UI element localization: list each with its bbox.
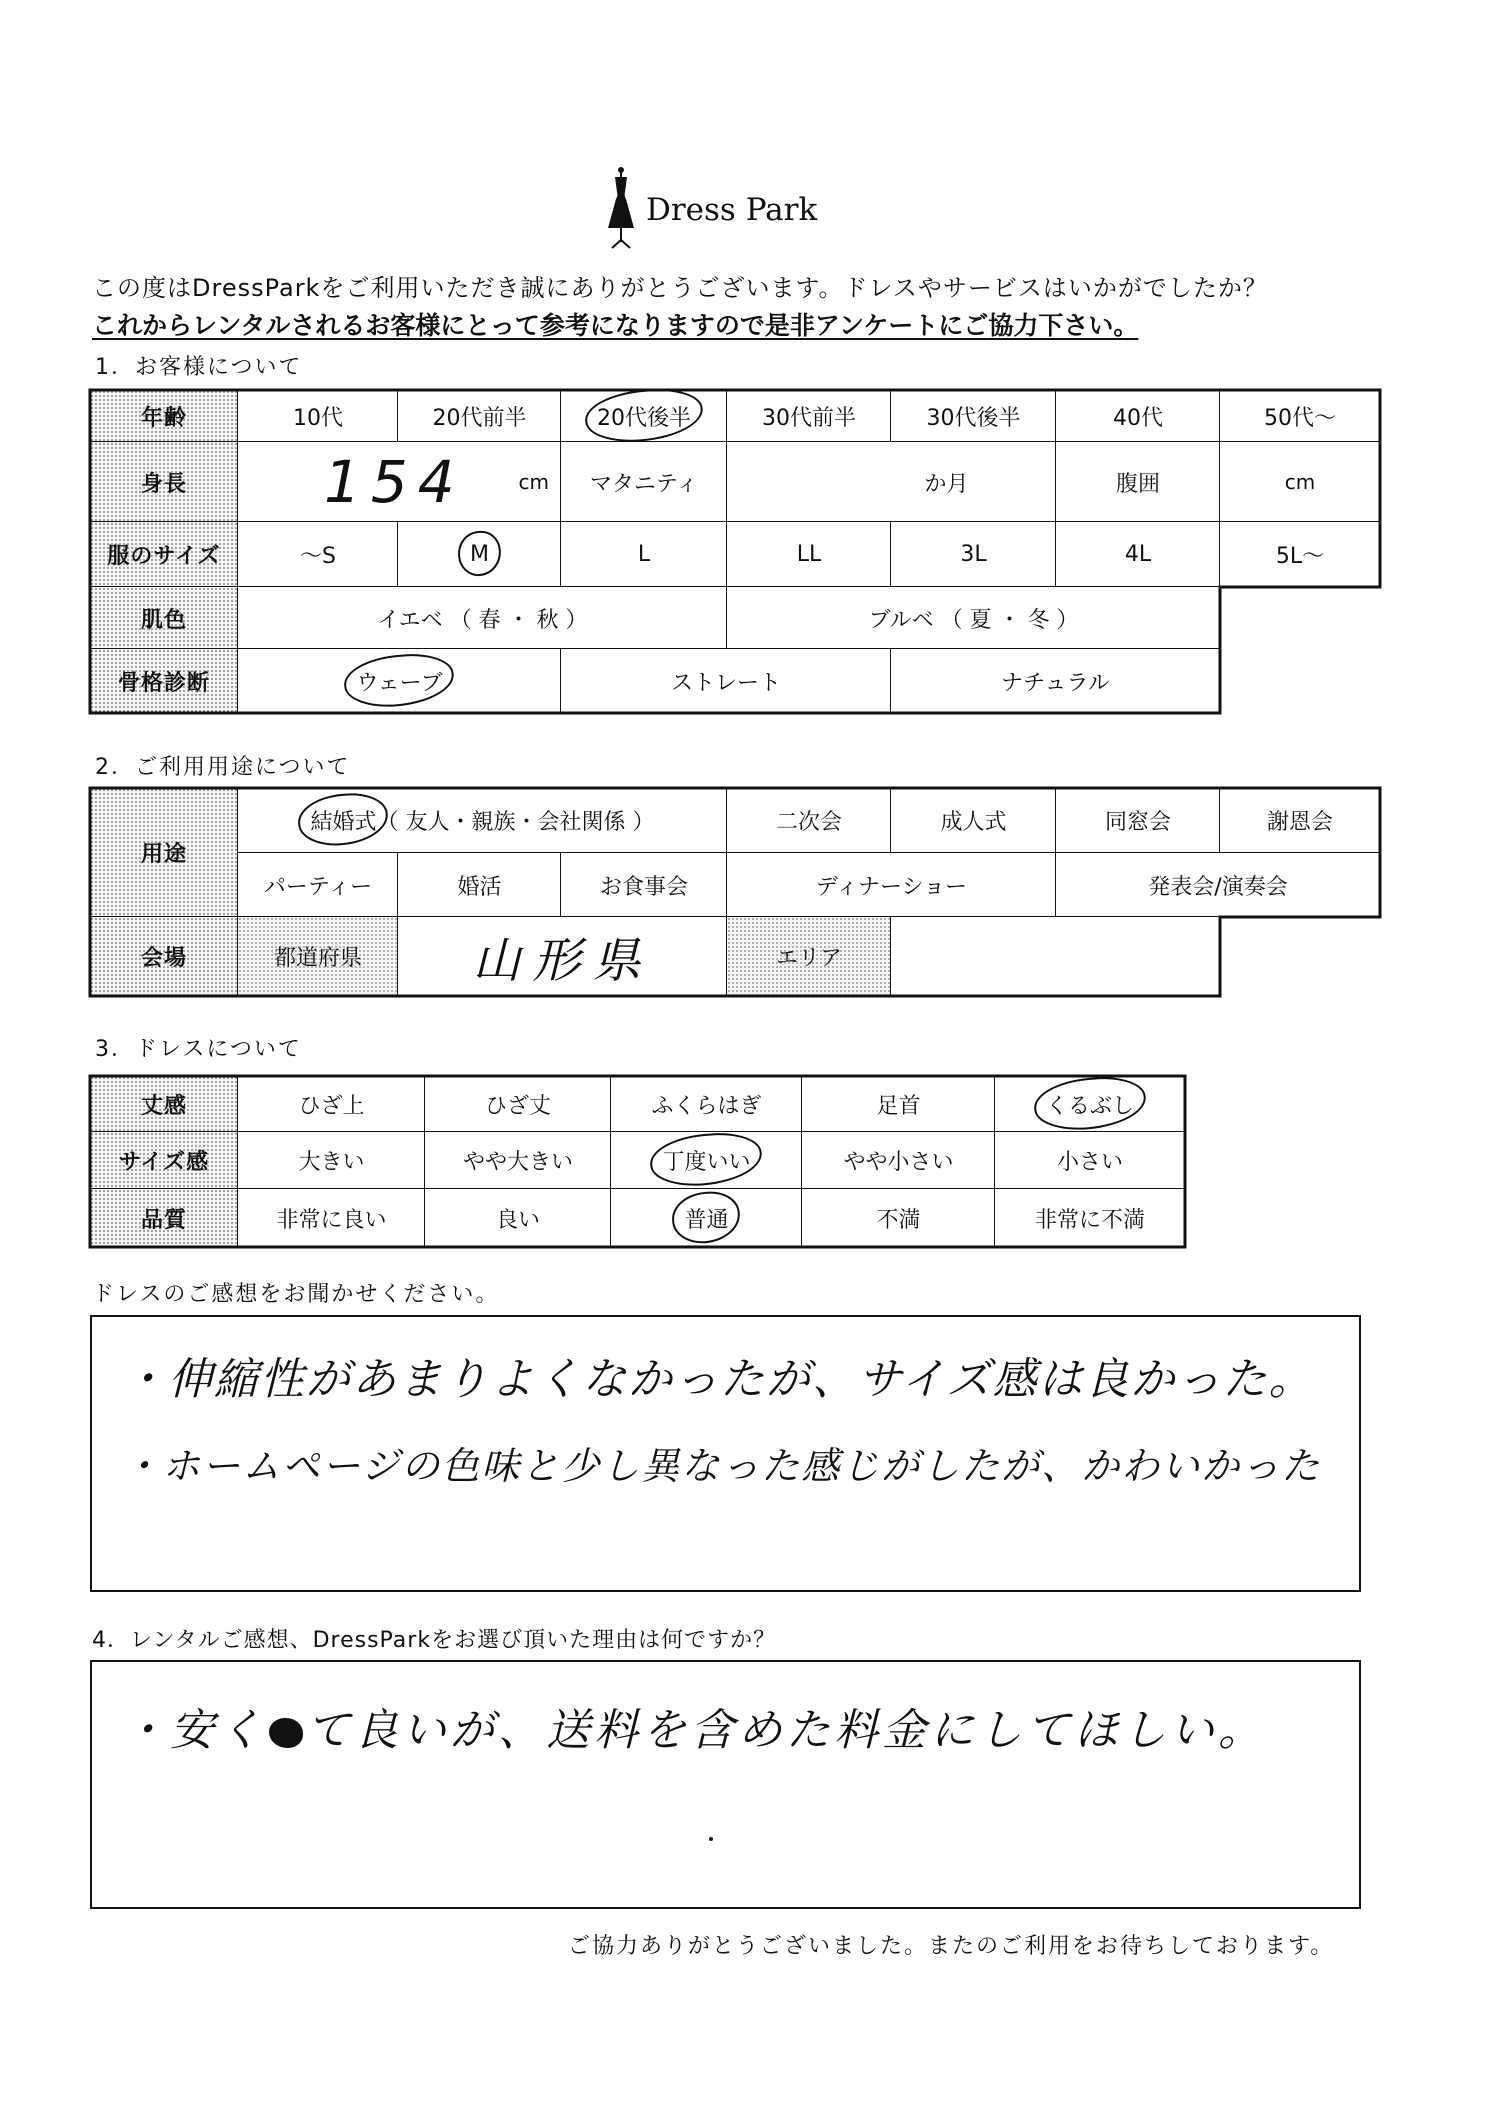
body-type-option-cell <box>561 649 891 713</box>
body-type-option: ナチュラル <box>1001 670 1110 696</box>
purpose-option: 謝恩会 <box>1266 810 1333 835</box>
fit-option-cell <box>995 1132 1185 1189</box>
intro-text: この度はDressParkをご利用いただき誠にありがとうございます。ドレスやサービスはいかがでしたか？ <box>92 274 1268 302</box>
logo-text: Dress Park <box>646 192 818 228</box>
dress-comment-box <box>90 1315 1361 1592</box>
length-option: くるぶし <box>1046 1089 1134 1120</box>
purpose-option-cell <box>1220 788 1380 853</box>
fit-option: やや大きい <box>462 1150 573 1175</box>
purpose-option-cell <box>398 853 561 917</box>
body-type-label: 骨格診断 <box>90 649 238 713</box>
dress-rating-table <box>90 1076 1185 1247</box>
purpose-option: 婚活 <box>457 874 502 900</box>
dress-comment-prompt: ドレスのご感想をお聞かせください。 <box>92 1282 500 1307</box>
length-option: ひざ上 <box>298 1093 365 1119</box>
quality-option-cell <box>238 1189 425 1247</box>
age-option: 30代後半 <box>926 405 1021 431</box>
rental-comment-box <box>90 1660 1361 1909</box>
wedding-detail: （ 友人・親族・会社関係 ） <box>376 810 655 835</box>
area-value <box>891 917 1220 996</box>
purpose-option-cell <box>1056 853 1380 917</box>
fit-label: サイズ感 <box>90 1132 238 1189</box>
waist-unit: cm <box>1220 442 1380 522</box>
size-option: LL <box>796 542 822 567</box>
body-type-option-cell <box>238 649 561 713</box>
skin-tone-option: ブルベ （ 夏 ・ 冬 ） <box>868 607 1079 633</box>
purpose-option-cell <box>727 788 891 853</box>
footer-thanks: ご協力ありがとうございました。またのご利用をお待ちしております。 <box>568 1934 1335 1959</box>
size-option: 4L <box>1124 542 1152 567</box>
wedding-option-cell <box>238 788 727 853</box>
age-option-cell <box>1220 390 1380 442</box>
size-option: ～S <box>300 544 336 569</box>
length-option-cell <box>611 1076 802 1132</box>
section2-title: 2．ご利用用途について <box>95 755 351 780</box>
length-option: ふくらはぎ <box>651 1093 762 1119</box>
quality-option-cell <box>995 1189 1185 1247</box>
quality-option-cell <box>611 1189 802 1247</box>
scribble-mark <box>269 1718 303 1748</box>
size-option: 3L <box>960 542 987 567</box>
size-option-cell <box>1056 522 1220 587</box>
age-option-cell <box>561 390 727 442</box>
age-option: 40代 <box>1113 405 1163 431</box>
age-label: 年齢 <box>90 390 238 442</box>
fit-option: やや小さい <box>843 1150 954 1175</box>
purpose-option: 同窓会 <box>1104 810 1171 835</box>
fit-option-cell <box>611 1132 802 1189</box>
skin-tone-option-cell <box>238 587 727 649</box>
size-option: M <box>470 542 489 567</box>
quality-option: 良い <box>495 1207 540 1233</box>
age-option-cell <box>398 390 561 442</box>
quality-option-cell <box>802 1189 995 1247</box>
age-option-cell <box>238 390 398 442</box>
purpose-option-cell <box>891 788 1056 853</box>
wedding-option: 結婚式 <box>310 805 376 836</box>
size-label: 服のサイズ <box>90 522 238 587</box>
fit-option: 小さい <box>1056 1150 1123 1175</box>
age-option: 30代前半 <box>762 405 856 431</box>
purpose-option: 二次会 <box>775 810 842 835</box>
height-label: 身長 <box>90 442 238 522</box>
section3-title: 3．ドレスについて <box>95 1037 302 1062</box>
length-label: 丈感 <box>90 1076 238 1132</box>
dress-mannequin-icon <box>604 166 638 254</box>
maternity-months-unit: か月 <box>727 442 1056 522</box>
size-option: L <box>637 542 651 567</box>
height-value: 154 <box>324 448 465 516</box>
body-type-option-cell <box>891 649 1220 713</box>
section1-title: 1．お客様について <box>95 355 303 380</box>
section4-title: 4．レンタルご感想、DressParkをお選び頂いた理由は何ですか？ <box>92 1628 777 1653</box>
length-option-cell <box>802 1076 995 1132</box>
venue-label: 会場 <box>90 917 238 996</box>
purpose-option: ディナーショー <box>815 874 968 900</box>
age-option: 20代後半 <box>597 401 691 432</box>
age-option-cell <box>1056 390 1220 442</box>
size-option-cell <box>561 522 727 587</box>
size-option-cell <box>398 522 561 587</box>
quality-option: 不満 <box>876 1207 921 1233</box>
age-option: 10代 <box>293 405 343 431</box>
rental-comment-start: ・安く <box>122 1705 266 1756</box>
purpose-option-cell <box>238 853 398 917</box>
area-label: エリア <box>727 917 891 996</box>
usage-table <box>90 788 1380 996</box>
maternity-label: マタニティ <box>561 442 727 522</box>
purpose-option: お食事会 <box>599 874 688 900</box>
purpose-option: 成人式 <box>940 810 1007 835</box>
length-option-cell <box>995 1076 1185 1132</box>
skin-tone-option-cell <box>727 587 1220 649</box>
height-value-cell <box>238 442 561 522</box>
prefecture-value-cell <box>398 917 727 996</box>
quality-option-cell <box>425 1189 611 1247</box>
prefecture-label: 都道府県 <box>238 917 398 996</box>
length-option: 足首 <box>876 1093 921 1119</box>
size-option-cell <box>238 522 398 587</box>
length-option-cell <box>425 1076 611 1132</box>
height-unit: cm <box>518 470 549 494</box>
size-option: 5L～ <box>1275 544 1325 569</box>
quality-option: 非常に良い <box>276 1207 387 1233</box>
purpose-label: 用途 <box>90 788 238 917</box>
quality-label: 品質 <box>90 1189 238 1247</box>
fit-option-cell <box>238 1132 425 1189</box>
intro-request-text: これからレンタルされるお客様にとって参考になりますので是非アンケートにご協力下さい。 <box>92 311 1139 340</box>
prefecture-value: 山形県 <box>472 933 653 989</box>
purpose-option-cell <box>561 853 727 917</box>
size-option-cell <box>727 522 891 587</box>
length-option-cell <box>238 1076 425 1132</box>
size-option-cell <box>891 522 1056 587</box>
purpose-option-cell <box>727 853 1056 917</box>
dress-park-logo <box>604 166 817 254</box>
purpose-option: 発表会/演奏会 <box>1148 874 1288 900</box>
skin-tone-option: イエベ （ 春 ・ 秋 ） <box>377 607 588 633</box>
rental-comment-rest: て良いが、送料を含めた料金にしてほしい。 <box>306 1705 1266 1756</box>
rental-comment-line <box>122 1694 1266 1758</box>
size-option-cell <box>1220 522 1380 587</box>
dress-comment-line: ・ホームページの色味と少し異なった感じがしたが、かわいかった <box>122 1444 1322 1488</box>
dress-comment-line: ・伸縮性があまりよくなかったが、サイズ感は良かった。 <box>122 1354 1315 1405</box>
age-option-cell <box>727 390 891 442</box>
length-option: ひざ丈 <box>484 1093 551 1119</box>
quality-option: 非常に不満 <box>1034 1207 1145 1233</box>
age-option: 20代前半 <box>432 405 527 431</box>
purpose-option: パーティー <box>263 874 373 900</box>
fit-option: 丁度いい <box>662 1145 750 1176</box>
body-type-option: ウェーブ <box>356 666 442 697</box>
quality-option: 普通 <box>684 1203 728 1234</box>
fit-option: 大きい <box>298 1150 365 1175</box>
fit-option-cell <box>425 1132 611 1189</box>
skin-tone-label: 肌色 <box>90 587 238 649</box>
age-option-cell <box>891 390 1056 442</box>
ink-dot <box>709 1837 713 1841</box>
age-option: 50代〜 <box>1264 405 1336 431</box>
waist-label: 腹囲 <box>1056 442 1220 522</box>
customer-info-table <box>90 390 1380 713</box>
body-type-option: ストレート <box>670 670 781 696</box>
purpose-option-cell <box>1056 788 1220 853</box>
fit-option-cell <box>802 1132 995 1189</box>
